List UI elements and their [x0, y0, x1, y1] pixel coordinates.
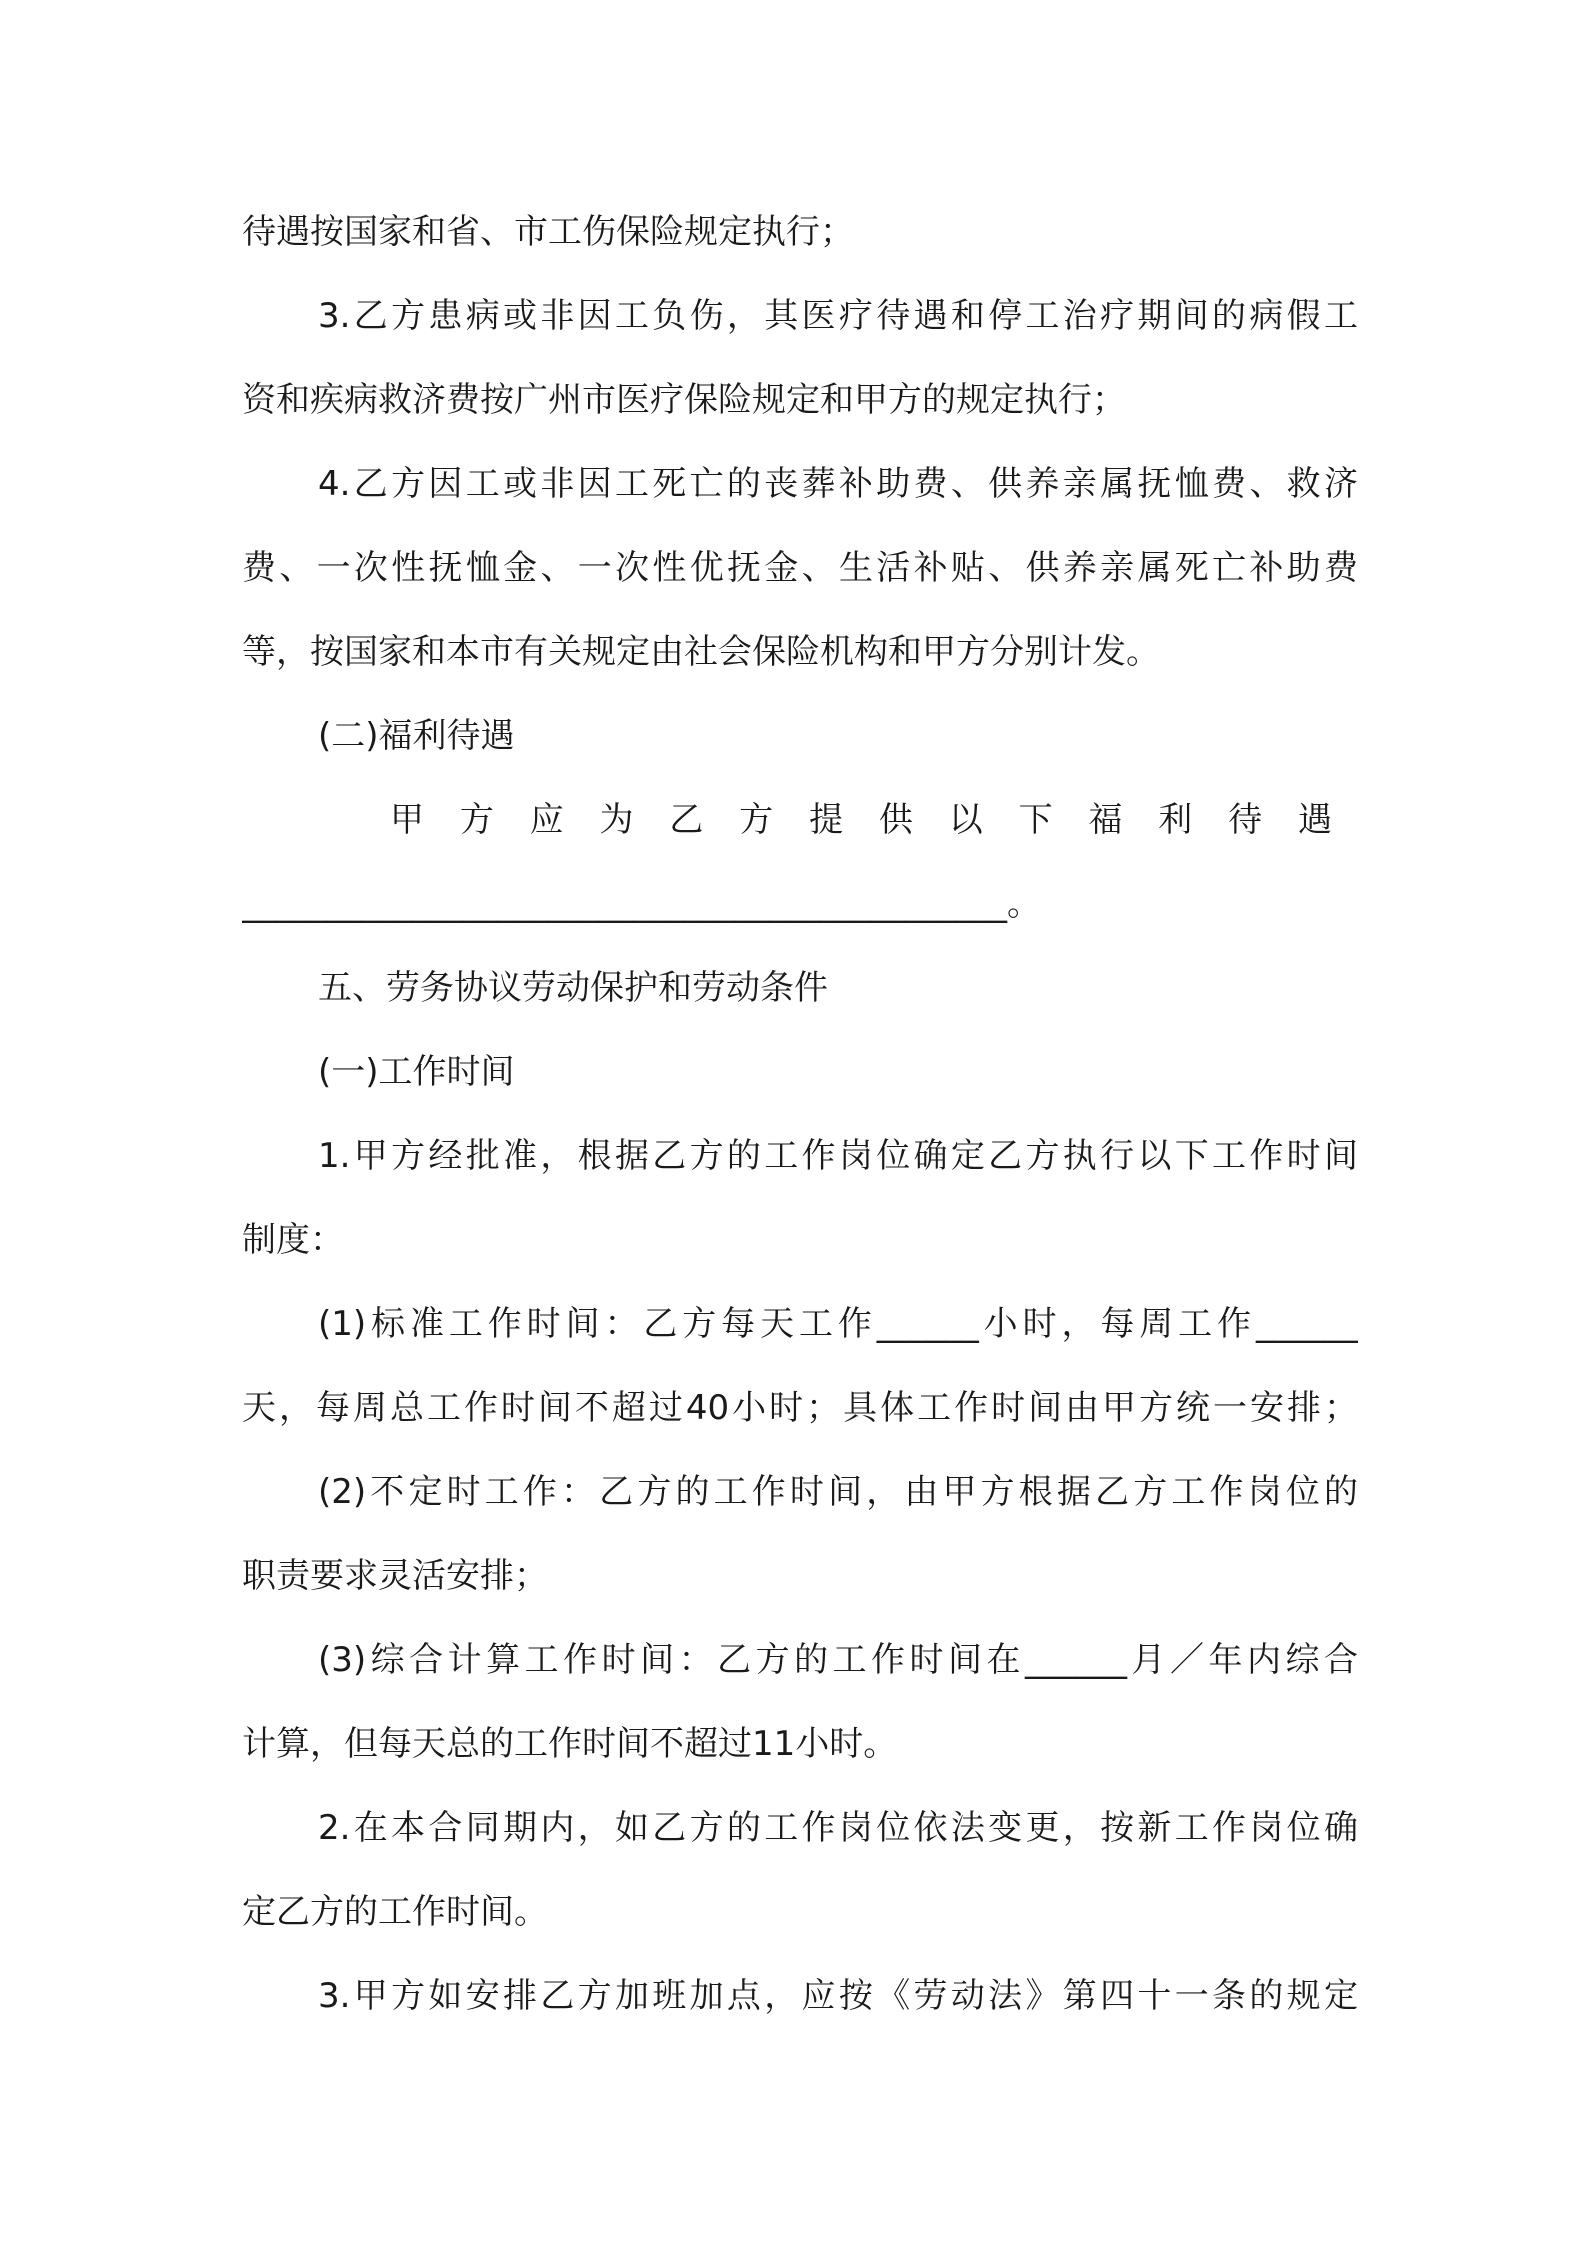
paragraph-line: 天，每周总工作时间不超过40小时；具体工作时间由甲方统一安排；: [242, 1388, 1358, 1428]
paragraph-line: 甲方应为乙方提供以下福利待遇: [390, 800, 1358, 840]
paragraph-line: 3.甲方如安排乙方加班加点，应按《劳动法》第四十一条的规定: [318, 1976, 1358, 2016]
paragraph-line: 待遇按国家和省、市工伤保险规定执行；: [242, 212, 854, 252]
paragraph-line: 资和疾病救济费按广州市医疗保险规定和甲方的规定执行；: [242, 380, 1126, 420]
paragraph-line: 定乙方的工作时间。: [242, 1892, 548, 1932]
paragraph-line: 2.在本合同期内，如乙方的工作岗位依法变更，按新工作岗位确: [318, 1808, 1358, 1848]
paragraph-line: (2)不定时工作：乙方的工作时间，由甲方根据乙方工作岗位的: [318, 1472, 1358, 1512]
section-heading: (二)福利待遇: [318, 716, 515, 756]
paragraph-line: 制度：: [242, 1220, 344, 1260]
document-body: [242, 190, 1358, 2038]
paragraph-line: 职责要求灵活安排；: [242, 1556, 548, 1596]
section-heading: (一)工作时间: [318, 1052, 515, 1092]
paragraph-line: 计算，但每天总的工作时间不超过11小时。: [242, 1724, 898, 1764]
section-heading: 五、劳务协议劳动保护和劳动条件: [318, 968, 828, 1008]
paragraph-line: (3)综合计算工作时间：乙方的工作时间在______月／年内综合: [318, 1640, 1358, 1680]
paragraph-line: 费、一次性抚恤金、一次性优抚金、生活补贴、供养亲属死亡补助费: [242, 548, 1358, 588]
paragraph-line: 1.甲方经批准，根据乙方的工作岗位确定乙方执行以下工作时间: [318, 1136, 1358, 1176]
paragraph-line: 4.乙方因工或非因工死亡的丧葬补助费、供养亲属抚恤费、救济: [318, 464, 1358, 504]
paragraph-line: 3.乙方患病或非因工负伤，其医疗待遇和停工治疗期间的病假工: [318, 296, 1358, 336]
paragraph-line: 等，按国家和本市有关规定由社会保险机构和甲方分别计发。: [242, 632, 1160, 672]
blank-fill-line: _____________________________________________。: [242, 884, 1041, 924]
paragraph-line: (1)标准工作时间：乙方每天工作______小时，每周工作______: [318, 1304, 1358, 1344]
